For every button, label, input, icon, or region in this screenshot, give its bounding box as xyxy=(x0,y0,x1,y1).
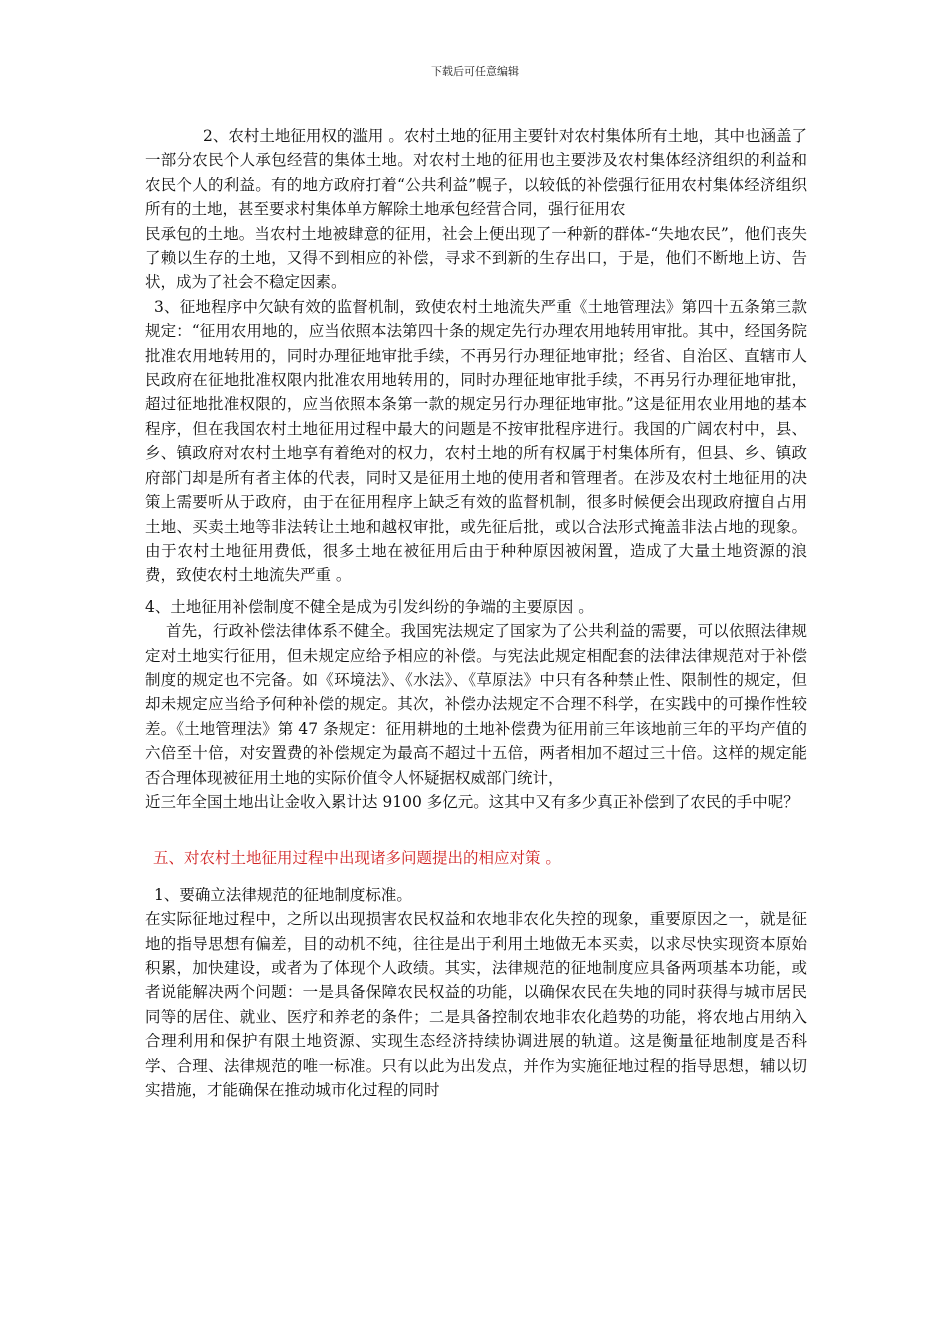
paragraph-land-expropriation-abuse: 2、农村土地征用权的滥用 。农村土地的征用主要针对农村集体所有土地，其中也涵盖了一部分农民个人承包经营的集体土地。对农村土地的征用也主要涉及农村集体经济组织的利益和农民个人的利益。有的地方政府打着“公共利益”幌子，以较低的补偿强行征用农村集体经济组织所有的土地，甚至要求村集体单方解除土地承包经营合同，强行征用农 xyxy=(145,127,807,219)
document-body xyxy=(145,124,807,1102)
paragraph-supervision-mechanism: 3、征地程序中欠缺有效的监督机制，致使农村土地流失严重《土地管理法》第四十五条第三款规定：“征用农用地的，应当依照本法第四十条的规定先行办理农用地转用审批。其中，经国务院批准农用地转用的，同时办理征地审批手续，不再另行办理征地审批；经省、自治区、直辖市人民政府在征地批准权限内批准农用地转用的，同时办理征地审批手续，不再另行办理征地审批，超过征地批准权限的，应当依照本条第一款的规定另行办理征地审批。”这是征用农业用地的基本程序，但在我国农村土地征用过程中最大的问题是不按审批程序进行。我国的广阔农村中，县、乡、镇政府对农村土地享有着绝对的权力，农村土地的所有权属于村集体所有，但县、乡、镇政府部门却是所有者主体的代表，同时又是征用土地的使用者和管理者。在涉及农村土地征用的决策上需要听从于政府，由于在征用程序上缺乏有效的监督机制，很多时候便会出现政府擅自占用土地、买卖土地等非法转让土地和越权审批，或先征后批，或以合法形式掩盖非法占地的现象。由于农村土地征用费低，很多土地在被征用后由于种种原因被闲置，造成了大量土地资源的浪费，致使农村土地流失严重 。 xyxy=(145,297,807,585)
paragraph-land-revenue: 近三年全国土地出让金收入累计达 9100 多亿元。这其中又有多少真正补偿到了农民的手中呢？ xyxy=(145,792,799,811)
paragraph-landless-farmers: 民承包的土地。当农村土地被肆意的征用，社会上便出现了一种新的群体-“失地农民”，他们丧失了赖以生存的土地，又得不到相应的补偿，寻求不到新的生存出口，于是，他们不断地上访、告状，成为了社会不稳定因素。 xyxy=(145,224,807,292)
paragraph-compensation-heading: 4、土地征用补偿制度不健全是成为引发纠纷的争端的主要原因 。 xyxy=(145,597,594,616)
paragraph-standard-heading: 1、要确立法律规范的征地制度标准。 xyxy=(154,885,412,904)
section-heading-countermeasures: 五、对农村土地征用过程中出现诸多问题提出的相应对策 。 xyxy=(153,849,561,868)
page-header: 下载后可任意编辑 xyxy=(431,65,519,78)
paragraph-standard-body: 在实际征地过程中，之所以出现损害农民权益和农地非农化失控的现象，重要原因之一，就是征地的指导思想有偏差，目的动机不纯，往往是出于利用土地做无本买卖，以求尽快实现资本原始积累，加快建设，或者为了体现个人政绩。其实，法律规范的征地制度应具备两项基本功能，或者说能解决两个问题：一是具备保障农民权益的功能，以确保农民在失地的同时获得与城市居民同等的居住、就业、医疗和养老的条件；二是具备控制农地非农化趋势的功能，将农地占用纳入合理利用和保护有限土地资源、实现生态经济持续协调进展的轨道。这是衡量征地制度是否科学、合理、法律规范的唯一标准。只有以此为出发点，并作为实施征地过程的指导思想，辅以切实措施，才能确保在推动城市化过程的同时 xyxy=(145,910,807,1100)
paragraph-compensation-law: 首先，行政补偿法律体系不健全。我国宪法规定了国家为了公共利益的需要，可以依照法律规定对土地实行征用，但未规定应给予相应的补偿。与宪法此规定相配套的法律法律规范对于补偿制度的规定也不完备。如《环境法》、《水法》、《草原法》中只有各种禁止性、限制性的规定，但却未规定应当给予何种补偿的规定。其次，补偿办法规定不合理不科学，在实践中的可操作性较差。《土地管理法》第 47 条规定：征用耕地的土地补偿费为征用前三年该地前三年的平均产值的六倍至十倍，对安置费的补偿规定为最高不超过十五倍，两者相加不超过三十倍。这样的规定能否合理体现被征用土地的实际价值令人怀疑据权威部门统计， xyxy=(145,622,807,787)
